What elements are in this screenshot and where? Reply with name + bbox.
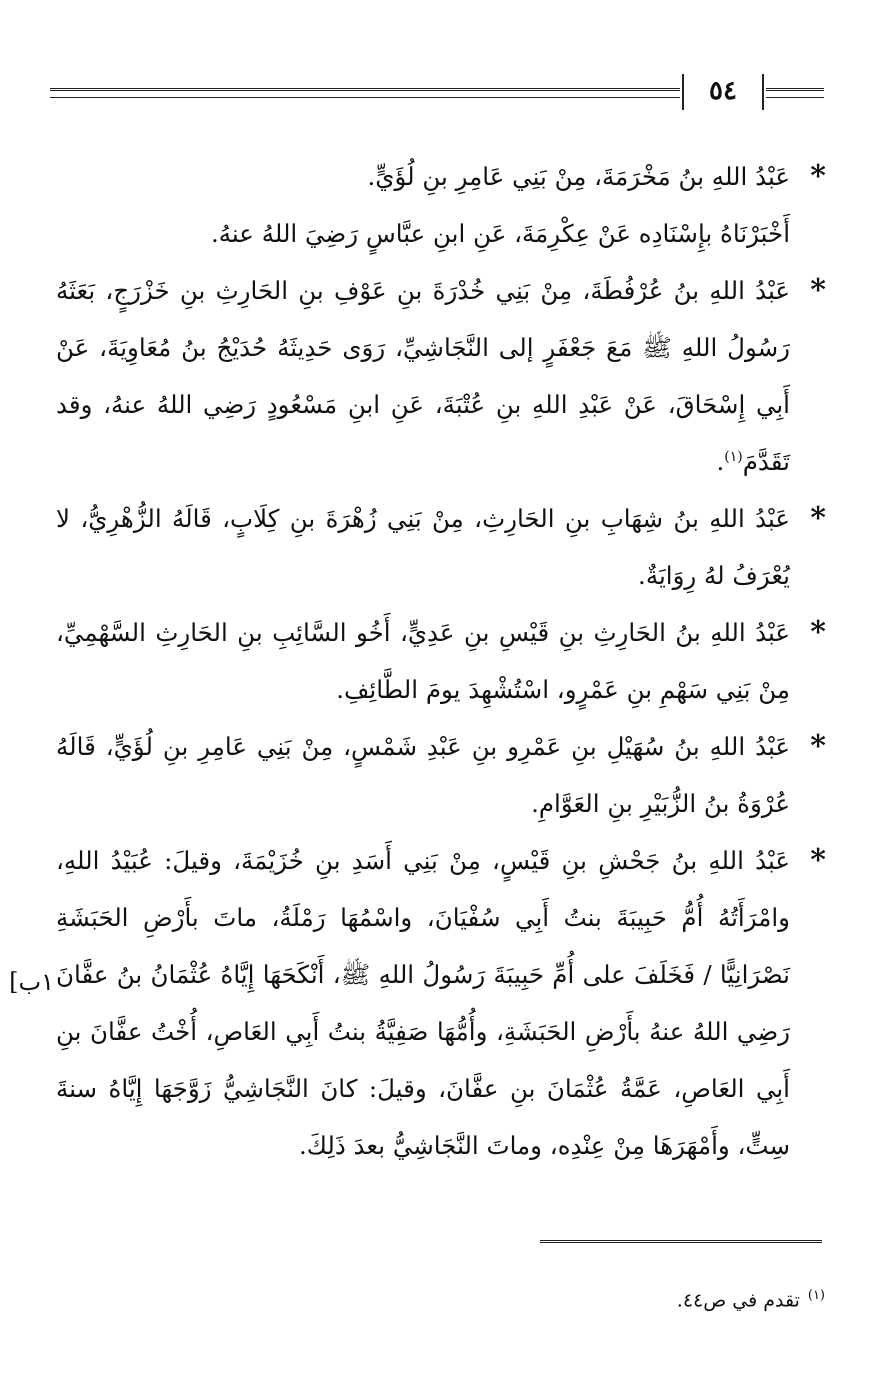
entry-sub-text: أَخْبَرْنَاهُ بإِسْنَادِه عَنْ عِكْرِمَةَ، عَنِ ابنِ عبَّاسٍ رَضِيَ اللهُ عنهُ. xyxy=(210,219,790,248)
footnote-text: تقدم في ص٤٤. xyxy=(676,1289,800,1312)
entry-bullet: * xyxy=(810,159,826,194)
footnote-reference[interactable]: (١) xyxy=(724,448,743,465)
entry-text: عَبْدُ اللهِ بنُ سُهَيْلِ بنِ عَمْرِو بنِ عَبْدِ شَمْسٍ، مِنْ بَنِي عَامِرِ بنِ لُؤَيٍّ، قَالَهُ عُرْوَةُ بنُ الزُّبَيْرِ بنِ العَوَّامِ. xyxy=(56,732,790,818)
header-bar-right xyxy=(762,74,764,110)
entry-bullet: * xyxy=(810,615,826,650)
entry-abdullah-ibn-shihab xyxy=(56,490,826,604)
footnote-number: (١) xyxy=(807,1288,825,1303)
entry-text: عَبْدُ اللهِ بنُ شِهَابِ بنِ الحَارِثِ، مِنْ بَنِي زُهْرَةَ بنِ كِلَابٍ، قَالَهُ الزُّهْرِيُّ، لا يُعْرَفُ لهُ رِوَايَةٌ. xyxy=(56,504,790,590)
margin-folio-note: ١ب] xyxy=(9,968,54,996)
page-header xyxy=(50,74,824,114)
entry-abdullah-ibn-jahsh xyxy=(56,832,826,1174)
entry-abdullah-ibn-suhayl xyxy=(56,718,826,832)
entry-bullet: * xyxy=(810,843,826,878)
main-text xyxy=(56,148,826,1174)
footnote xyxy=(125,1288,825,1311)
footnote-separator xyxy=(540,1240,822,1248)
entry-text-tail: . xyxy=(716,447,725,476)
entry-abdullah-ibn-al-harith xyxy=(56,604,826,718)
header-rule-left xyxy=(50,88,680,98)
header-rule-right xyxy=(766,88,824,98)
page-number: ٥٤ xyxy=(709,76,737,106)
entry-abdullah-ibn-urfuta xyxy=(56,262,826,490)
entry-text: عَبْدُ اللهِ بنُ الحَارِثِ بنِ قَيْسِ بنِ عَدِيٍّ، أَخُو السَّائِبِ بنِ الحَارِثِ السَّهْمِيِّ، مِنْ بَنِي سَهْمِ بنِ عَمْرٍو، اسْتُشْهِدَ يومَ الطَّائِفِ. xyxy=(56,618,790,704)
entry-bullet: * xyxy=(810,273,826,308)
entry-text: عَبْدُ اللهِ بنُ جَحْشِ بنِ قَيْسٍ، مِنْ بَنِي أَسَدِ بنِ خُزَيْمَةَ، وقيلَ: عُبَيْدُ اللهِ، وامْرَأَتُهُ أُمُّ حَبِيبَةَ بنتُ أَبِي سُفْيَانَ، واسْمُهَا رَمْلَةُ، ماتَ بأَرْضِ الحَبَشَةِ نَصْرَانِيًّا / فَخَلَفَ على أُمِّ حَبِيبَةَ رَسُولُ اللهِ ﷺ، أَنْكَحَهَا إِيَّاهُ عُثْمَانُ بنُ عفَّانَ رَضِي اللهُ عنهُ بأَرْضِ الحَبَشَةِ، وأُمُّهَا صَفِيَّةُ بنتُ أَبِي العَاصِ، أُخْتُ عفَّانَ بنِ أَبِي العَاصِ، عَمَّةُ عُثْمَانَ بنِ عفَّانَ، وقيلَ: كانَ النَّجَاشِيُّ زَوَّجَهَا إِيَّاهُ سنةَ سِتٍّ، وأَمْهَرَهَا مِنْ عِنْدِه، وماتَ النَّجَاشِيُّ بعدَ ذَلِكَ. xyxy=(56,846,790,1160)
entry-text: عَبْدُ اللهِ بنُ مَخْرَمَةَ، مِنْ بَنِي عَامِرِ بنِ لُؤَيٍّ. xyxy=(367,162,790,191)
header-bar-left xyxy=(682,74,684,110)
entry-bullet: * xyxy=(810,501,826,536)
entry-text: عَبْدُ اللهِ بنُ عُرْفُطَةَ، مِنْ بَنِي خُدْرَةَ بنِ عَوْفِ بنِ الحَارِثِ بنِ خَزْرَجٍ، بَعَثَهُ رَسُولُ اللهِ ﷺ مَعَ جَعْفَرٍ إلى النَّجَاشِيِّ، رَوَى حَدِيثَهُ حُدَيْجُ بنُ مُعَاوِيَةَ، عَنْ أَبِي إِسْحَاقَ، عَنْ عَبْدِ اللهِ بنِ عُتْبَةَ، عَنِ ابنِ مَسْعُودٍ رَضِي اللهُ عنهُ، وقد تَقَدَّمَ xyxy=(56,276,790,476)
entry-abdullah-ibn-makhrama xyxy=(56,148,826,205)
entry-bullet: * xyxy=(810,729,826,764)
